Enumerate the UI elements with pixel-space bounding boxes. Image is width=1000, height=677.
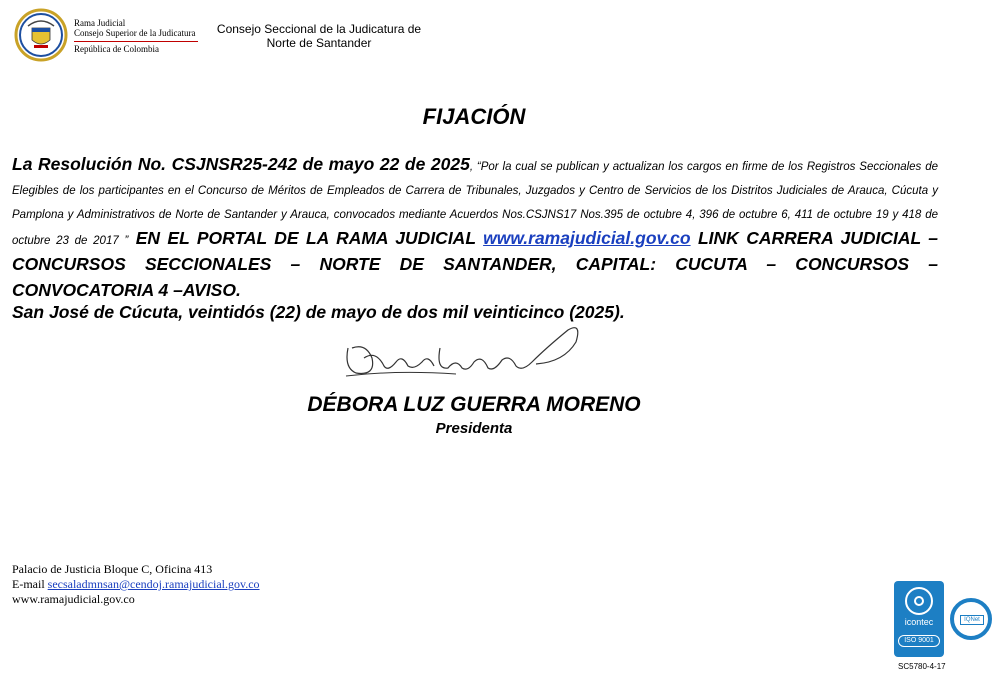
handwritten-signature [336,318,586,390]
resolution-number: La Resolución No. CSJNSR25-242 de mayo 22 de 2025 [12,154,470,174]
email-link[interactable]: secsaladmnsan@cendoj.ramajudicial.gov.co [47,577,260,591]
iqnet-label: IQNet [960,615,984,625]
footer-address: Palacio de Justicia Bloque C, Oficina 413 [12,562,213,576]
rama-title: Rama Judicial [74,18,126,28]
republica: República de Colombia [74,44,159,54]
portal-link[interactable]: www.ramajudicial.gov.co [483,228,691,248]
footer-contact [12,562,260,607]
icontec-label: icontec [904,617,934,627]
link-path: LINK CARRERA JUDICIAL – CONCURSOS SECCIONALES – NORTE DE SANTANDER, CAPITAL: CUCUTA – CONCURSOS – CONVOCATORIA 4 –AVISO. [12,228,938,300]
iqnet-badge [950,598,992,640]
footer-website: www.ramajudicial.gov.co [12,592,135,606]
iso-label: ISO 9001 [898,635,940,647]
icontec-logo-icon [905,587,933,615]
signer-name: DÉBORA LUZ GUERRA MORENO [307,393,641,416]
signer-role: Presidenta [435,420,513,437]
letterhead [14,8,454,64]
consejo-superior: Consejo Superior de la Judicatura [74,28,196,38]
email-label: E-mail [12,577,48,591]
consejo-line-1: Consejo Seccional de la Judicatura de [216,22,422,36]
resolution-paragraph [12,152,938,304]
header-divider [74,41,198,42]
certificate-code: SC5780-4-17 [898,662,946,671]
document-title: FIJACIÓN [422,104,526,129]
rama-judicial-block [74,18,198,54]
colombia-seal-icon [14,8,68,62]
portal-text: EN EL PORTAL DE LA RAMA JUDICIAL [128,228,484,248]
resolution-description: , “Por la cual se publican y actualizan los cargos en firme de los Registros Seccionales de Elegibles de los participantes en el Concurso de Méritos de Empleados de Carrera de Tribunales, Juzgados y Centro de Servicios de los Distritos Judiciales de Arauca, Cúcuta y Pamplona y Administrativos de Norte de Santander y Arauca, convocados mediante Acuerdos Nos.CSJNS17 Nos.395 de octubre 4, 396 de octubre 6, 411 de octubre 19 y 418 de octubre 23 de 2017 ” [12,161,938,247]
consejo-line-2: Norte de Santander [266,36,372,50]
icontec-badge [894,581,944,657]
city-date: San José de Cúcuta, veintidós (22) de mayo de dos mil veinticinco (2025). [12,302,625,322]
consejo-seccional [210,22,428,50]
footer-email-line [12,577,260,592]
